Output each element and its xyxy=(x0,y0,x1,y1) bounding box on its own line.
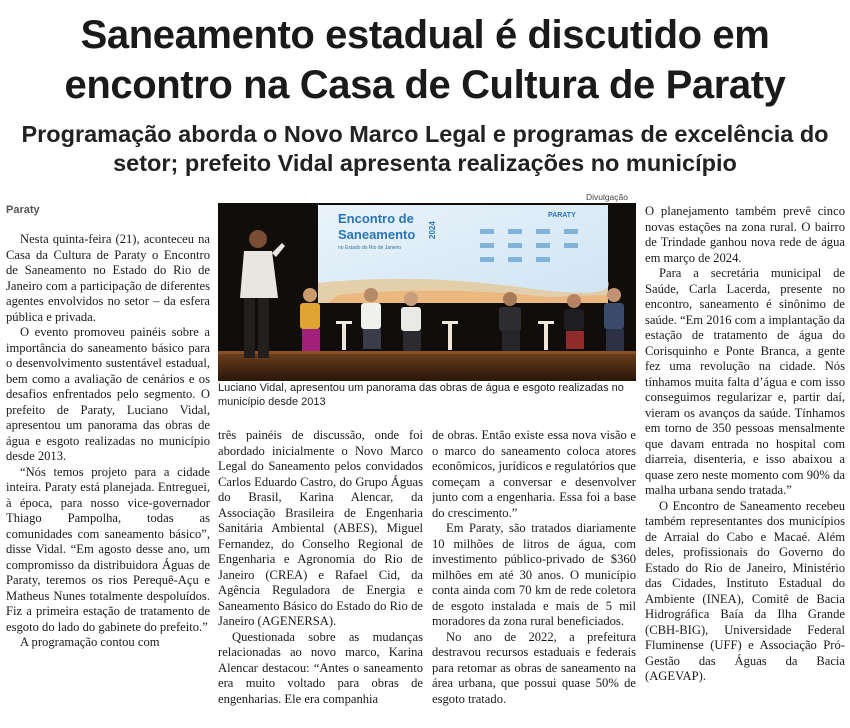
subheadline: Programação aborda o Novo Marco Legal e programas de excelência do setor; prefeito Vidal apresenta realizações no município xyxy=(21,121,829,176)
paragraph: A programação contou com xyxy=(20,635,160,649)
headline: Saneamento estadual é discutido em encontro na Casa de Cultura de Paraty xyxy=(64,13,786,107)
paragraph: três painéis de discussão, onde foi abordado inicialmente o Novo Marco Legal do Saneamento pelos convidados Carlos Eduardo Castro, do Grupo Águas do Brasil, Karina Alencar, da Associação Brasileira de Engenharia Sanitária Ambiental (ABES), Miguel Fernandez, do Conselho Regional de Engenharia e Agronomia do Rio de Janeiro (CREA) e Rafael Cid, da Agência Reguladora de Energia e Saneamento Básico do Estado do Rio de Janeiro (AGENERSA). xyxy=(218,428,423,628)
screen-logo: PARATY xyxy=(548,212,576,219)
paragraph: O Encontro de Saneamento recebeu também representantes dos municípios de Arraial do Cabo e Macaé. Além deles, profissionais do Governo do Estado do Rio de Janeiro, Ministério das Cidades, Instituto Estadual do Ambiente (INEA), Comitê de Bacia Hidrográfica Baía da Ilha Grande (CBH-BIG), Universidade Federal Fluminense (UFF) e Associação Pró-Gestão das Águas da Bacia (AGEVAP). xyxy=(645,498,845,683)
screen-title-line1: Encontro de xyxy=(338,211,414,226)
paragraph: de obras. Então existe essa nova visão e o marco do saneamento coloca atores econômicos, jurídicos e regulatórios que começam a conversar e desenvolver junto com a engenharia. Essa foi a base do crescimento.” xyxy=(432,428,636,520)
photo-caption: Luciano Vidal, apresentou um panorama das obras de água e esgoto realizadas no município desde 2013 xyxy=(218,382,624,408)
screen-title-line2: Saneamento xyxy=(338,227,416,242)
paragraph: No ano de 2022, a prefeitura destravou recursos estaduais e federais para retomar as obras de saneamento na área urbana, que possui quase 50% de esgoto tratado. xyxy=(432,629,636,706)
paragraph: “Nós temos projeto para a cidade inteira. Paraty está planejada. Entreguei, à época, para nosso vice-governador Thiago Pampolha, todas as comunidades com saneamento básico”, disse Vidal. “Em agosto desse ano, um compromisso da distribuidora Águas de Paraty, teremos os rios Perequê-Açu e Matheus Nunes totalmente despoluídos. Fiz a primeira estação de tratamento de esgoto do lado do gabinete do prefeito.” xyxy=(6,464,210,634)
event-photo xyxy=(218,203,636,381)
screen-subtitle: no Estado do Rio de Janeiro xyxy=(338,245,402,251)
paragraph: Em Paraty, são tratados diariamente 10 milhões de litros de água, com investimento público-privado de $360 milhões em até 30 anos. O município conta ainda com 70 km de rede coletora de esgoto instalada e mais de 5 mil moradores da zona rural beneficiados. xyxy=(432,521,636,628)
article-column-1 xyxy=(6,232,210,726)
article-column-4 xyxy=(645,204,845,726)
photo-credit: Divulgação xyxy=(585,192,628,202)
paragraph: Nesta quinta-feira (21), aconteceu na Casa da Cultura de Paraty o Encontro de Saneamento no Estado do Rio de Janeiro com a participação de diferentes agentes envolvidos no setor – da esfera pública e privada. xyxy=(6,232,210,324)
paragraph: Para a secretária municipal de Saúde, Carla Lacerda, presente no encontro, saneamento é sinônimo de saúde. “Em 2016 com a implantação da estação de tratamento de água do Corisquinho e Ponte Branca, a gente fez uma revolução na cidade. Nós tínhamos muita falta d’água e com isso conseguimos regularizar e, partir daí, vieram os avanços da saúde. Tínhamos em torno de 350 pessoas mensalmente que davam entrada no hospital com diarreia, disenteria, e isso abaixou a quase zero neste momento com 90% da malha urbana sendo tratada.” xyxy=(645,266,845,497)
paragraph: O planejamento também prevê cinco novas estações na zona rural. O bairro de Trindade ganhou nova rede de água em março de 2024. xyxy=(645,204,845,265)
paragraph: Questionada sobre as mudanças relacionadas ao novo marco, Karina Alencar destacou: “Antes o saneamento era muito voltado para obras de engenharias. Ele era companhia xyxy=(218,629,423,706)
section-label: Paraty xyxy=(6,204,40,216)
article-column-2 xyxy=(218,428,423,728)
paragraph: O evento promoveu painéis sobre a importância do saneamento básico para o desenvolvimento sustentável estadual, bem como a avaliação de cenários e os desafios enfrentados pelo segmento. O prefeito de Paraty, Luciano Vidal, apresentou um panorama das obras de água e esgoto realizadas no município desde 2013. xyxy=(6,325,210,463)
article-column-3 xyxy=(432,428,636,728)
screen-year: 2024 xyxy=(428,221,437,239)
